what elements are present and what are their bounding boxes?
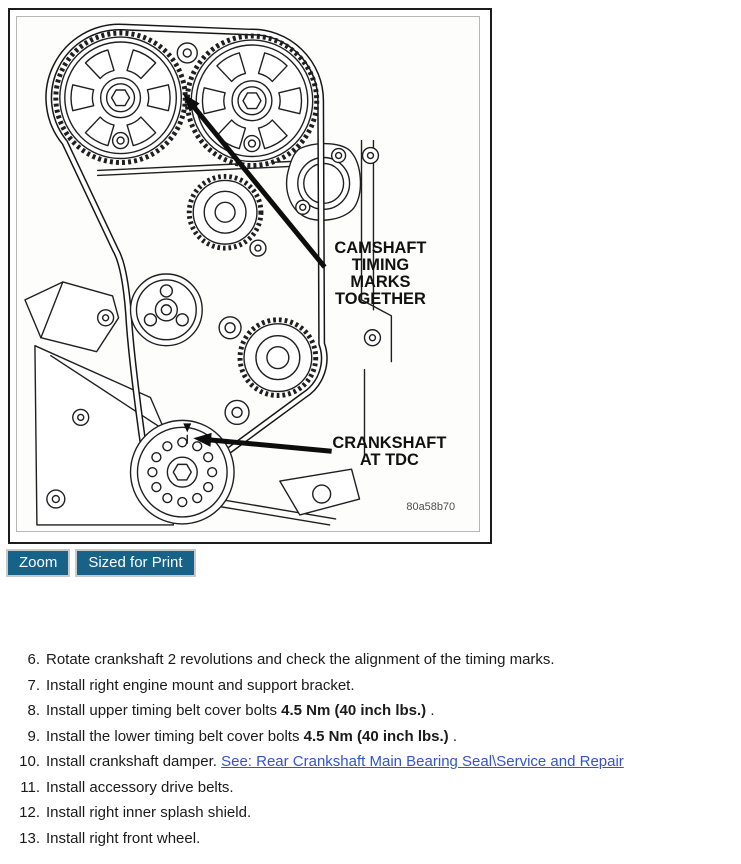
crankshaft-label-line2: AT TDC	[359, 451, 419, 470]
camshaft-sprocket-right	[187, 36, 316, 165]
step-number: 9.	[27, 727, 40, 745]
step-text	[46, 673, 355, 699]
step-text-segment: Install crankshaft damper.	[46, 753, 222, 770]
step-number: 13.	[19, 829, 40, 847]
figure-frame	[8, 8, 492, 544]
sized-for-print-button[interactable]: Sized for Print	[75, 549, 195, 577]
stud-bolt	[177, 43, 197, 63]
step-item	[0, 673, 741, 699]
crankshaft-label	[332, 434, 446, 469]
camshaft-label-line2: TIMING	[351, 256, 410, 275]
step-item	[0, 698, 741, 724]
steps-list	[0, 647, 741, 851]
step-item	[0, 800, 741, 826]
step-text-segment: Install right front wheel.	[46, 829, 201, 847]
figure-toolbar	[6, 549, 196, 577]
camshaft-label-line3: MARKS	[350, 272, 411, 291]
crankshaft-label-line1: CRANKSHAFT	[332, 434, 447, 453]
step-number: 12.	[19, 804, 40, 821]
step-text	[46, 647, 555, 673]
step-item	[0, 749, 741, 775]
idler-sprocket	[189, 176, 261, 248]
step-text-segment: Install upper timing belt cover bolts	[46, 702, 282, 719]
step-text-segment: Install the lower timing belt cover bolts	[46, 727, 304, 745]
camshaft-sprocket-left	[56, 33, 185, 162]
step-text-segment: .	[448, 727, 458, 745]
step-text	[46, 800, 251, 826]
step-item	[0, 724, 741, 750]
see-reference-link[interactable]: See: Rear Crankshaft Main Bearing Seal\Service and Repair	[221, 753, 624, 770]
torque-spec: 4.5 Nm (40 inch lbs.)	[303, 727, 449, 745]
step-number: 10.	[19, 753, 40, 770]
step-number: 6.	[27, 651, 40, 668]
camshaft-label-line4: TOGETHER	[334, 289, 426, 308]
step-text-segment: Install right engine mount and support bracket.	[46, 676, 355, 694]
torque-spec: 4.5 Nm (40 inch lbs.)	[281, 702, 427, 719]
tensioner-pulley	[131, 274, 203, 346]
water-pump-sprocket	[240, 320, 316, 396]
step-text	[46, 775, 234, 801]
step-text	[46, 826, 200, 852]
step-number: 11.	[20, 778, 40, 796]
step-text	[46, 724, 457, 750]
bolt	[225, 400, 249, 424]
camshaft-label	[334, 239, 426, 308]
figure-image	[16, 16, 480, 532]
step-text-segment: Install right inner splash shield.	[46, 804, 252, 821]
bolt	[219, 317, 241, 339]
crankshaft-sprocket	[131, 420, 235, 524]
timing-belt-diagram	[17, 17, 479, 531]
step-text	[46, 698, 435, 724]
zoom-button[interactable]: Zoom	[6, 549, 70, 577]
step-text-segment: Rotate crankshaft 2 revolutions and check the alignment of the timing marks.	[46, 651, 555, 668]
bolt	[250, 240, 266, 256]
figure-code: 80a58b70	[406, 500, 456, 513]
step-number: 7.	[27, 676, 40, 694]
step-text	[46, 749, 624, 775]
step-text-segment: Install accessory drive belts.	[46, 778, 234, 796]
step-number: 8.	[27, 702, 40, 719]
step-item	[0, 647, 741, 673]
step-item	[0, 826, 741, 852]
step-item	[0, 775, 741, 801]
step-text-segment: .	[426, 702, 435, 719]
camshaft-label-line1: CAMSHAFT	[334, 239, 427, 258]
